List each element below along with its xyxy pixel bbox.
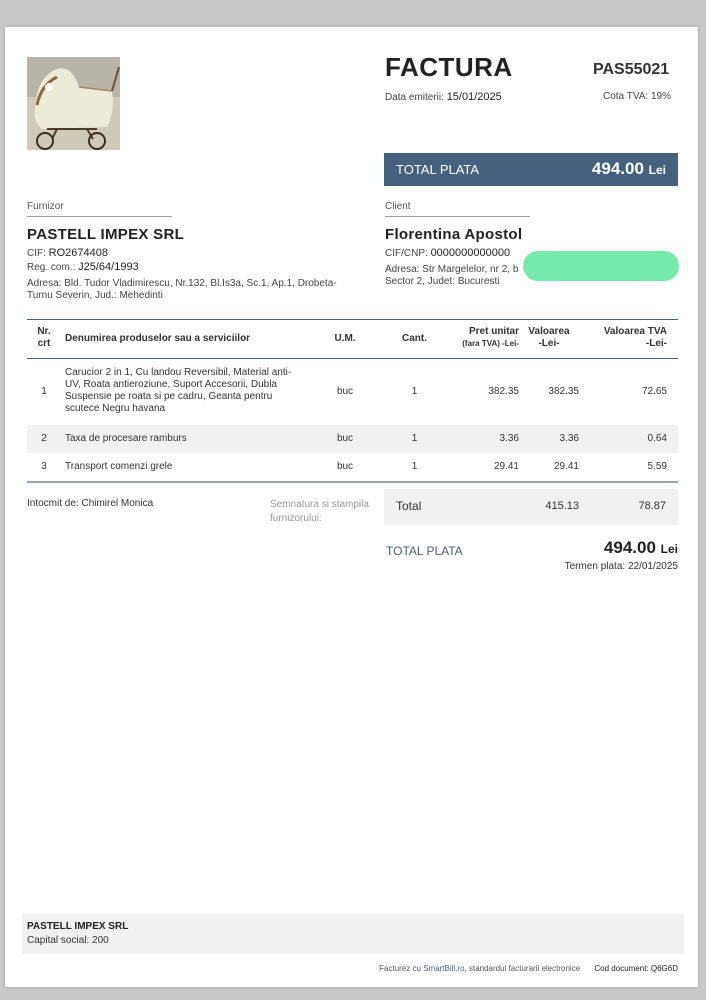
header-nr-line2: crt bbox=[37, 338, 51, 349]
footer-capital: Capital social: 200 bbox=[27, 935, 109, 946]
row-vat: 0.64 bbox=[647, 433, 667, 444]
total-banner-amount: 494.00 bbox=[591, 159, 644, 178]
payment-due: Termen plata: 22/01/2025 bbox=[564, 561, 678, 572]
total-banner bbox=[384, 153, 678, 186]
header-nr-line1: Nr. bbox=[37, 326, 51, 337]
table-row bbox=[27, 359, 678, 425]
supplier-cif-value: RO2674408 bbox=[48, 247, 108, 259]
vat-rate: Cota TVA: 19% bbox=[603, 91, 671, 102]
supplier-reg bbox=[27, 261, 139, 273]
row-nr: 1 bbox=[41, 386, 47, 397]
table-row bbox=[27, 453, 678, 481]
header-price-line2: (fara TVA) -Lei- bbox=[462, 339, 519, 348]
invoice-number: PAS55021 bbox=[593, 61, 670, 78]
row-name bbox=[65, 367, 310, 415]
totals-vat: 78.87 bbox=[638, 500, 666, 512]
supplier-name: PASTELL IMPEX SRL bbox=[27, 226, 185, 243]
client-cif-value: 0000000000000 bbox=[430, 247, 511, 259]
totals-value: 415.13 bbox=[545, 500, 579, 512]
row-nr: 3 bbox=[41, 461, 47, 472]
table-header bbox=[27, 319, 678, 359]
supplier-section-label: Furnizor bbox=[27, 201, 64, 212]
supplier-reg-label: Reg. com.: bbox=[27, 262, 76, 273]
row-name: Transport comenzi grele bbox=[65, 461, 173, 472]
row-name-line: Carucior 2 in 1, Cu landou Reversibil, Material anti- bbox=[65, 367, 292, 378]
table-row bbox=[27, 425, 678, 453]
row-qty: 1 bbox=[411, 461, 418, 472]
totals-box bbox=[384, 489, 678, 525]
total-banner-value bbox=[592, 159, 666, 179]
footer-company-name: PASTELL IMPEX SRL bbox=[27, 921, 129, 932]
row-value: 3.36 bbox=[559, 433, 579, 444]
client-cif bbox=[385, 247, 510, 259]
row-price: 382.35 bbox=[488, 386, 519, 397]
row-price: 29.41 bbox=[493, 461, 519, 472]
issue-date-line bbox=[385, 91, 502, 103]
signature-area bbox=[270, 498, 380, 526]
row-qty: 1 bbox=[411, 433, 418, 444]
pay-total-amount: 494.00 bbox=[603, 538, 656, 557]
client-cif-label: CIF/CNP: bbox=[385, 248, 428, 259]
table-bottom-border bbox=[27, 481, 678, 483]
pay-total-currency: Lei bbox=[660, 542, 678, 556]
header-price-line1: Pret unitar bbox=[468, 326, 519, 337]
signature-line2: furnizorului: bbox=[270, 513, 322, 524]
header-name: Denumirea produselor sau a serviciilor bbox=[65, 333, 251, 344]
client-address-line1: Adresa: Str Margelelor, nr 2, b bbox=[385, 264, 519, 275]
footer-credits bbox=[305, 964, 678, 973]
supplier-address-line1: Adresa: Bld. Tudor Vladimirescu, Nr.132, Bl.Is3a, Sc.1, Ap.1, Drobeta- bbox=[27, 278, 337, 289]
issue-date-label: Data emiterii: bbox=[385, 92, 444, 103]
total-banner-currency: Lei bbox=[648, 163, 666, 177]
row-vat: 5.59 bbox=[647, 461, 667, 472]
row-qty: 1 bbox=[411, 386, 418, 397]
row-name-line: Suspensie pe roata si pe cadru, Geanta pentru bbox=[65, 391, 273, 402]
document-code: Cod document: Q6G6D bbox=[594, 964, 678, 973]
product-photo bbox=[27, 57, 120, 150]
row-um: buc bbox=[336, 386, 354, 397]
row-value: 382.35 bbox=[548, 386, 579, 397]
header-vat-line1: Valoarea TVA bbox=[603, 326, 667, 337]
row-name: Taxa de procesare ramburs bbox=[65, 433, 187, 444]
items-table bbox=[27, 319, 678, 483]
row-name-line: scutece Negru havana bbox=[65, 403, 166, 414]
supplier-reg-value: J25/64/1993 bbox=[78, 261, 139, 273]
header-value-line2: -Lei- bbox=[538, 338, 560, 349]
credit-prefix: Facturez cu bbox=[379, 964, 421, 973]
signature-line1: Semnatura si stampila bbox=[270, 499, 369, 510]
supplier-cif-label: CIF: bbox=[27, 248, 46, 259]
pay-total-value bbox=[565, 538, 678, 558]
row-name-line: UV, Roata antieroziune, Suport Accesorii, Dubla bbox=[65, 379, 277, 390]
header-nr bbox=[27, 326, 61, 350]
header-value bbox=[519, 326, 579, 350]
header-vat-line2: -Lei- bbox=[645, 338, 667, 349]
row-um: buc bbox=[336, 433, 354, 444]
header-value-line1: Valoarea bbox=[528, 326, 570, 337]
invoice-title: FACTURA bbox=[385, 52, 513, 82]
totals-label: Total bbox=[396, 499, 422, 513]
client-address-line2: Sector 2, Judet: Bucuresti bbox=[385, 276, 500, 287]
client-divider bbox=[385, 216, 530, 217]
credit-suffix: , standardul facturarii electronice bbox=[464, 964, 581, 973]
footer-company-box bbox=[22, 914, 684, 954]
header-qty: Cant. bbox=[402, 333, 427, 344]
pay-total-label: TOTAL PLATA bbox=[386, 544, 463, 558]
client-name: Florentina Apostol bbox=[385, 226, 523, 243]
row-vat: 72.65 bbox=[641, 386, 667, 397]
header-vat bbox=[587, 326, 667, 350]
redaction-highlight bbox=[523, 251, 679, 281]
total-banner-label: TOTAL PLATA bbox=[396, 162, 480, 177]
header-price bbox=[437, 326, 519, 350]
client-section-label: Client bbox=[385, 201, 411, 212]
row-um: buc bbox=[336, 461, 354, 472]
supplier-cif bbox=[27, 247, 108, 259]
invoice-page bbox=[5, 27, 698, 987]
supplier-address bbox=[27, 278, 367, 302]
supplier-address-line2: Turnu Severin, Jud.: Mehedinti bbox=[27, 290, 163, 301]
row-value: 29.41 bbox=[553, 461, 579, 472]
issue-date: 15/01/2025 bbox=[446, 91, 502, 103]
smartbill-link[interactable]: SmartBill.ro bbox=[423, 964, 465, 973]
client-address bbox=[385, 264, 518, 288]
supplier-divider bbox=[27, 216, 172, 217]
row-nr: 2 bbox=[41, 433, 47, 444]
prepared-by: Intocmit de: Chimirel Monica bbox=[27, 498, 154, 509]
header-um: U.M. bbox=[334, 333, 356, 344]
row-price: 3.36 bbox=[499, 433, 519, 444]
